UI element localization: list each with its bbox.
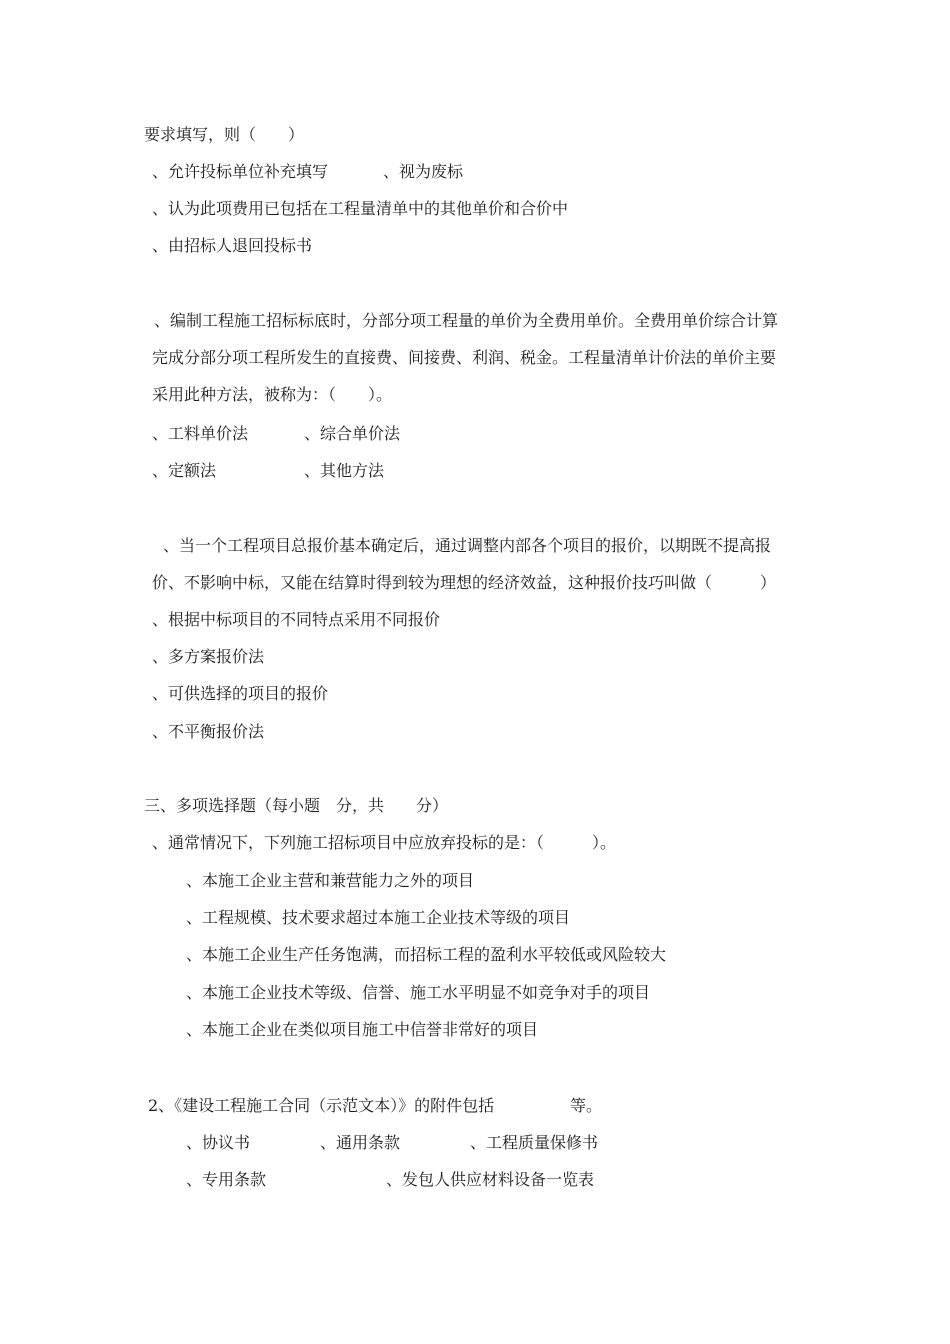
question-text: 完成分部分项工程所发生的直接费、间接费、利润、税金。工程量清单计价法的单价主要: [152, 348, 777, 367]
option-b: 、通用条款: [320, 1133, 401, 1152]
option-e: 、本施工企业在类似项目施工中信誉非常好的项目: [186, 1020, 539, 1039]
option-a: 、根据中标项目的不同特点采用不同报价: [152, 610, 441, 629]
question-text: 价、不影响中标，又能在结算时得到较为理想的经济效益，这种报价技巧叫做（ ）: [152, 573, 777, 592]
option-a: 、工料单价法: [152, 424, 249, 443]
option-e: 、发包人供应材料设备一览表: [386, 1170, 595, 1189]
option-b: 、视为废标: [383, 162, 464, 181]
question-stem-continuation: 要求填写，则（ ）: [144, 125, 305, 144]
option-b: 、工程规模、技术要求超过本施工企业技术等级的项目: [186, 908, 571, 927]
option-a: 、本施工企业主营和兼营能力之外的项目: [186, 871, 475, 890]
question-text: 采用此种方法，被称为：（ ）。: [152, 385, 393, 404]
option-c: 、认为此项费用已包括在工程量清单中的其他单价和合价中: [152, 199, 569, 218]
option-a: 、协议书: [186, 1133, 251, 1152]
option-a: 、允许投标单位补充填写: [152, 162, 329, 181]
option-b: 、多方案报价法: [152, 647, 265, 666]
option-d: 、专用条款: [186, 1170, 267, 1189]
question-text: 、当一个工程项目总报价基本确定后，通过调整内部各个项目的报价，以期既不提高报: [163, 536, 772, 555]
option-c: 、本施工企业生产任务饱满，而招标工程的盈利水平较低或风险较大: [186, 945, 667, 964]
option-b: 、综合单价法: [304, 424, 401, 443]
question-text-end: 等。: [570, 1096, 603, 1115]
option-d: 、其他方法: [304, 461, 385, 480]
option-c: 、工程质量保修书: [470, 1133, 599, 1152]
question-text: 2、《建设工程施工合同（示范文本）》的附件包括: [148, 1096, 495, 1115]
option-d: 、本施工企业技术等级、信誉、施工水平明显不如竞争对手的项目: [186, 983, 651, 1002]
option-c: 、可供选择的项目的报价: [152, 684, 329, 703]
option-d: 、不平衡报价法: [152, 722, 265, 741]
option-d: 、由招标人退回投标书: [152, 236, 313, 255]
question-text: 、编制工程施工招标标底时，分部分项工程量的单价为全费用单价。全费用单价综合计算: [154, 311, 779, 330]
question-text: 、通常情况下，下列施工招标项目中应放弃投标的是：（ ）。: [152, 833, 617, 852]
section-heading: 三、多项选择题（每小题 分，共 分）: [144, 796, 449, 815]
option-c: 、定额法: [152, 461, 217, 480]
